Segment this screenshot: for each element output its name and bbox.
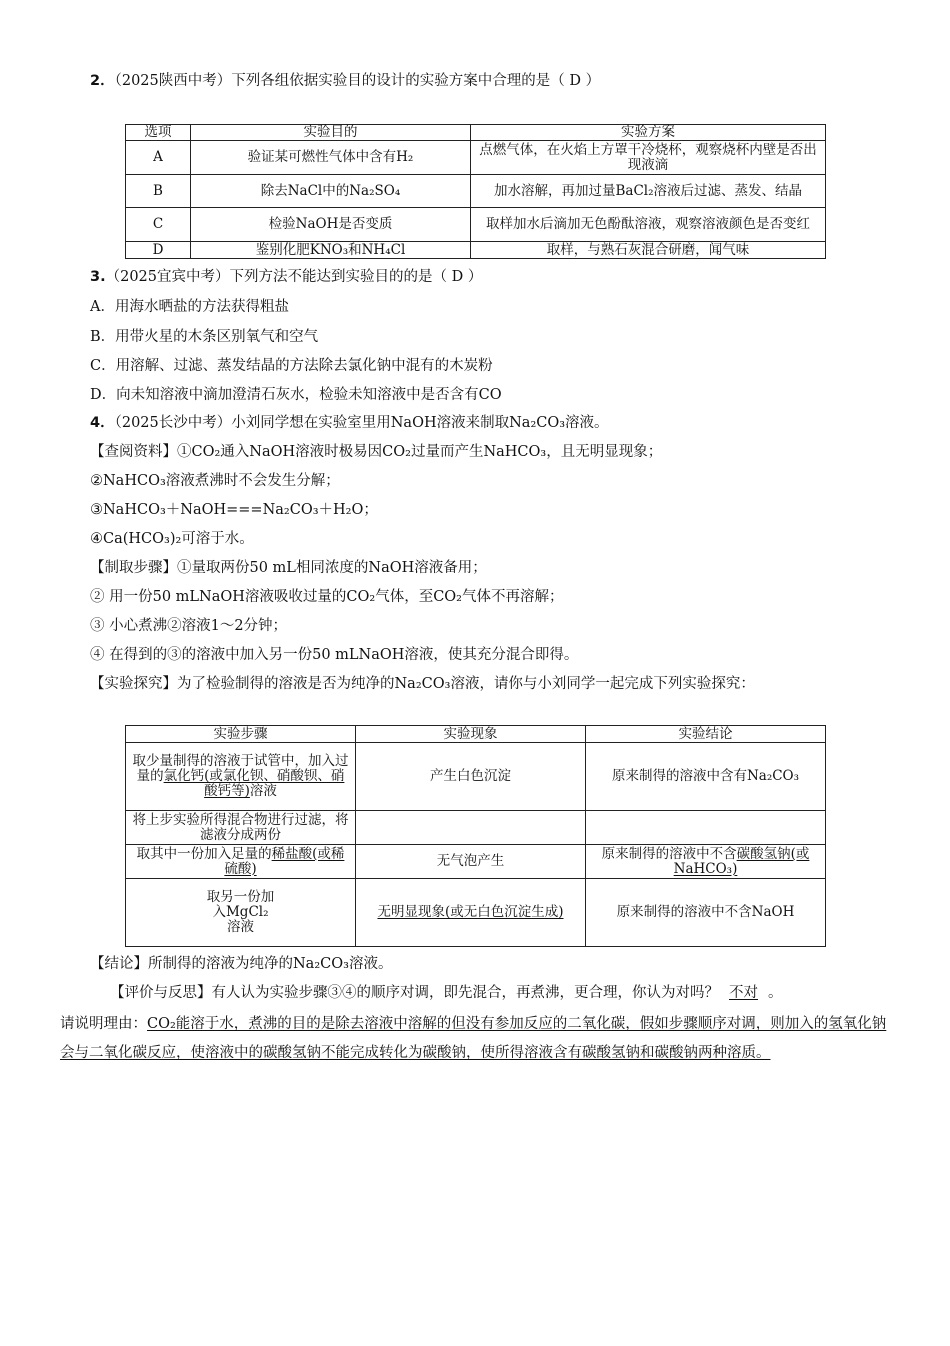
q3-option-c: C．用溶解、过滤、蒸发结晶的方法除去氯化钠中混有的木炭粉 <box>90 358 493 374</box>
q4-info-3: ③NaHCO₃＋NaOH===Na₂CO₃＋H₂O； <box>90 502 378 518</box>
row1-phenomenon: 产生白色沉淀 <box>356 743 586 811</box>
q4-step-1: 【制取步骤】①量取两份50 mL相同浓度的NaOH溶液备用； <box>90 560 487 576</box>
q3-option-a: A．用海水晒盐的方法获得粗盐 <box>90 299 289 315</box>
header-option: 选项 <box>126 125 191 141</box>
table-row <box>126 743 826 811</box>
q4-explore: 【实验探究】为了检验制得的溶液是否为纯净的Na₂CO₃溶液，请你与小刘同学一起完成下列实验探究： <box>90 676 755 692</box>
header-phenomenon: 实验现象 <box>356 726 586 743</box>
row-plan: 取样，与熟石灰混合研磨，闻气味 <box>471 242 826 259</box>
q4-conclusion: 【结论】所制得的溶液为纯净的Na₂CO₃溶液。 <box>90 956 393 972</box>
row-goal: 验证某可燃性气体中含有H₂ <box>191 141 471 175</box>
q3-option-d: D．向未知溶液中滴加澄清石灰水，检验未知溶液中是否含有CO <box>90 387 502 403</box>
q2-table <box>125 124 826 259</box>
q4-table <box>125 725 826 947</box>
row4-answer: 无明显现象(或无白色沉淀生成) <box>377 904 564 920</box>
q3-text: （2025宜宾中考）下列方法不能达到实验目的的是（ D ） <box>105 269 483 285</box>
row-plan: 加水溶解，再加过量BaCl₂溶液后过滤、蒸发、结晶 <box>471 175 826 208</box>
row3-phenomenon: 无气泡产生 <box>356 845 586 879</box>
q4-step-3: ③ 小心煮沸②溶液1～2分钟； <box>90 618 288 634</box>
row-option: C <box>126 208 191 242</box>
q4-info-2: ②NaHCO₃溶液煮沸时不会发生分解； <box>90 473 340 489</box>
q4-evaluation-answer: 不对 <box>729 985 758 1001</box>
row3-answer: 稀盐酸(或稀硫酸) <box>224 845 345 877</box>
table-row <box>126 845 826 879</box>
header-step: 实验步骤 <box>126 726 356 743</box>
table-row <box>126 175 826 208</box>
table-row <box>126 811 826 845</box>
row-goal: 检验NaOH是否变质 <box>191 208 471 242</box>
row4-step: 取另一份加入MgCl₂溶液 <box>126 879 356 947</box>
table-row <box>126 879 826 947</box>
q4-step-2: ② 用一份50 mLNaOH溶液吸收过量的CO₂气体，至CO₂气体不再溶解； <box>90 589 564 605</box>
q4-info-1: 【查阅资料】①CO₂通入NaOH溶液时极易因CO₂过量而产生NaHCO₃，且无明显现象； <box>90 444 663 460</box>
row-goal: 除去NaCl中的Na₂SO₄ <box>191 175 471 208</box>
row-goal: 鉴别化肥KNO₃和NH₄Cl <box>191 242 471 259</box>
table-row <box>126 242 826 259</box>
row1-answer: 氯化钙(或氯化钡、硝酸钡、硝酸钙等) <box>163 768 345 799</box>
q4-reason <box>60 1010 896 1068</box>
row1-conclusion: 原来制得的溶液中含有Na₂CO₃ <box>586 743 826 811</box>
row-plan: 点燃气体，在火焰上方罩干冷烧杯，观察烧杯内壁是否出现液滴 <box>471 141 826 175</box>
table-row <box>126 208 826 242</box>
q3-option-b: B．用带火星的木条区别氧气和空气 <box>90 329 319 345</box>
row2-conclusion <box>586 811 826 845</box>
q4-stem <box>90 414 609 432</box>
q4-number: 4． <box>90 415 115 431</box>
header-conclusion: 实验结论 <box>586 726 826 743</box>
row-plan: 取样加水后滴加无色酚酞溶液，观察溶液颜色是否变红 <box>471 208 826 242</box>
q2-number: 2． <box>90 73 115 89</box>
table-header-row <box>126 726 826 743</box>
q3-stem <box>90 268 482 286</box>
q4-reason-label: 请说明理由： <box>60 1016 147 1032</box>
row3-step: 取其中一份加入足量的稀盐酸(或稀硫酸) <box>126 845 356 879</box>
table-row <box>126 141 826 175</box>
row-option: A <box>126 141 191 175</box>
table-header-row <box>126 125 826 141</box>
q4-text: （2025长沙中考）小刘同学想在实验室里用NaOH溶液来制取Na₂CO₃溶液。 <box>114 415 609 431</box>
q4-reason-answer: CO₂能溶于水，煮沸的目的是除去溶液中溶解的但没有参加反应的二氧化碳，假如步骤顺序对调，则加入的氢氧化钠会与二氧化碳反应，使溶液中的碳酸氢钠不能完成转化为碳酸钠，使所得溶液含有碳酸氢钠和碳酸钠两种溶质。 <box>60 1016 887 1061</box>
row3-conclusion: 原来制得的溶液中不含碳酸氢钠(或NaHCO₃) <box>586 845 826 879</box>
header-goal: 实验目的 <box>191 125 471 141</box>
row-option: D <box>126 242 191 259</box>
row3-conclusion-answer: 碳酸氢钠(或NaHCO₃) <box>673 845 810 877</box>
row4-phenomenon <box>356 879 586 947</box>
header-plan: 实验方案 <box>471 125 826 141</box>
q3-number: 3. <box>90 269 106 285</box>
q4-step-4: ④ 在得到的③的溶液中加入另一份50 mLNaOH溶液，使其充分混合即得。 <box>90 647 579 663</box>
row2-step: 将上步实验所得混合物进行过滤，将滤液分成两份 <box>126 811 356 845</box>
row2-phenomenon <box>356 811 586 845</box>
row4-conclusion: 原来制得的溶液中不含NaOH <box>586 879 826 947</box>
q4-evaluation: 【评价与反思】有人认为实验步骤③④的顺序对调，即先混合，再煮沸，更合理，你认为对吗？ 不对 。 <box>110 985 783 1001</box>
q2-text: （2025陕西中考）下列各组依据实验目的设计的实验方案中合理的是（ D ） <box>114 73 601 89</box>
row-option: B <box>126 175 191 208</box>
q4-info-4: ④Ca(HCO₃)₂可溶于水。 <box>90 531 254 547</box>
row1-step: 取少量制得的溶液于试管中，加入过量的氯化钙(或氯化钡、硝酸钡、硝酸钙等)溶液 <box>126 743 356 811</box>
q2-stem <box>90 72 600 90</box>
